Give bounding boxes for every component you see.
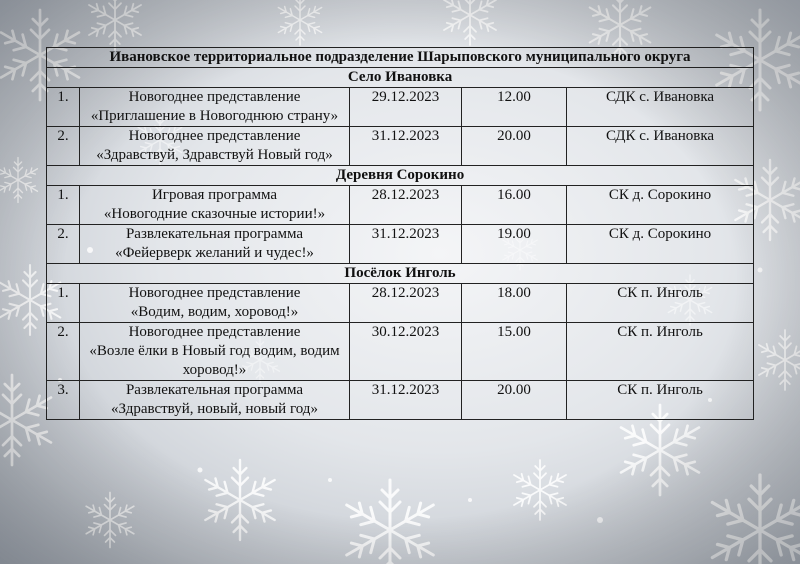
event-cell xyxy=(80,284,350,323)
schedule-table xyxy=(46,47,754,420)
event-name: «Приглашение в Новогоднюю страну» xyxy=(90,108,339,124)
event-date: 29.12.2023 xyxy=(350,88,462,127)
row-number: 3. xyxy=(47,381,80,420)
section-title: Деревня Сорокино xyxy=(47,166,754,186)
event-time: 20.00 xyxy=(462,127,567,166)
event-time: 15.00 xyxy=(462,323,567,381)
event-type: Новогоднее представление xyxy=(128,324,301,340)
event-place: СК д. Сорокино xyxy=(567,225,754,264)
event-place: СК п. Инголь xyxy=(567,323,754,381)
event-cell xyxy=(80,323,350,381)
table-row xyxy=(47,186,754,225)
event-type: Новогоднее представление xyxy=(128,128,301,144)
event-name: «Новогодние сказочные истории!» xyxy=(103,206,326,222)
row-number: 2. xyxy=(47,323,80,381)
event-name: «Возле ёлки в Новый год водим, водим хоровод!» xyxy=(89,343,340,378)
row-number: 2. xyxy=(47,127,80,166)
event-type: Развлекательная программа xyxy=(125,382,304,398)
event-time: 20.00 xyxy=(462,381,567,420)
event-name: «Здравствуй, новый, новый год» xyxy=(111,401,318,417)
section-header-row xyxy=(47,166,754,186)
event-place: СК п. Инголь xyxy=(567,284,754,323)
event-date: 30.12.2023 xyxy=(350,323,462,381)
event-type: Развлекательная программа xyxy=(125,226,304,242)
table-row xyxy=(47,284,754,323)
event-date: 28.12.2023 xyxy=(350,284,462,323)
event-time: 12.00 xyxy=(462,88,567,127)
event-time: 18.00 xyxy=(462,284,567,323)
event-date: 31.12.2023 xyxy=(350,381,462,420)
event-type: Игровая программа xyxy=(151,187,278,203)
event-date: 31.12.2023 xyxy=(350,225,462,264)
table-title: Ивановское территориальное подразделение Шарыповского муниципального округа xyxy=(47,48,754,68)
table-row xyxy=(47,225,754,264)
event-cell xyxy=(80,127,350,166)
section-header-row xyxy=(47,264,754,284)
row-number: 1. xyxy=(47,284,80,323)
table-row xyxy=(47,88,754,127)
table-row xyxy=(47,323,754,381)
event-type: Новогоднее представление xyxy=(128,89,301,105)
event-cell xyxy=(80,225,350,264)
event-cell xyxy=(80,186,350,225)
event-place: СК д. Сорокино xyxy=(567,186,754,225)
event-date: 28.12.2023 xyxy=(350,186,462,225)
event-name: «Водим, водим, хоровод!» xyxy=(130,304,299,320)
table-header-row xyxy=(47,48,754,68)
section-header-row xyxy=(47,68,754,88)
event-time: 16.00 xyxy=(462,186,567,225)
event-type: Новогоднее представление xyxy=(128,285,301,301)
event-time: 19.00 xyxy=(462,225,567,264)
event-date: 31.12.2023 xyxy=(350,127,462,166)
event-place: СДК с. Ивановка xyxy=(567,127,754,166)
row-number: 1. xyxy=(47,186,80,225)
event-place: СДК с. Ивановка xyxy=(567,88,754,127)
row-number: 2. xyxy=(47,225,80,264)
event-schedule xyxy=(46,47,753,420)
table-row xyxy=(47,127,754,166)
event-cell xyxy=(80,381,350,420)
event-place: СК п. Инголь xyxy=(567,381,754,420)
event-name: «Здравствуй, Здравствуй Новый год» xyxy=(96,147,333,163)
event-name: «Фейерверк желаний и чудес!» xyxy=(115,245,314,261)
section-title: Посёлок Инголь xyxy=(47,264,754,284)
table-row xyxy=(47,381,754,420)
section-title: Село Ивановка xyxy=(47,68,754,88)
event-cell xyxy=(80,88,350,127)
row-number: 1. xyxy=(47,88,80,127)
